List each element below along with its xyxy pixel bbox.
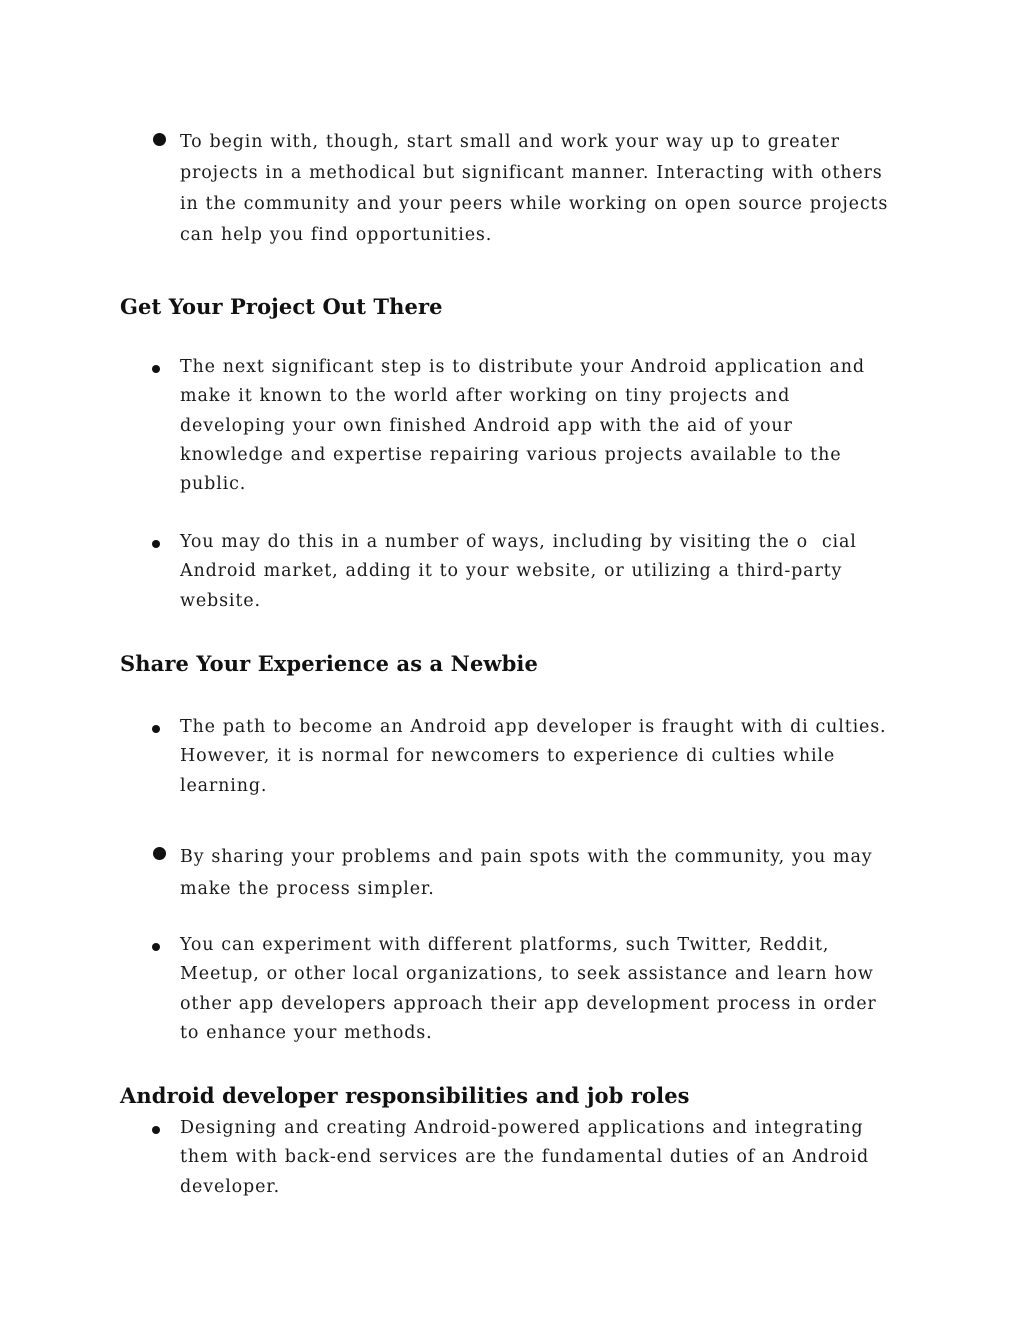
bullet-icon [152,725,160,733]
bullet-icon [152,943,160,951]
list-item-text: You can experiment with different platforms, such Twitter, Reddit, Meetup, or other local organizations, to seek assistance and learn how other app developers approach their app development process in order to enhance your methods. [180,935,877,1043]
list-item-text: To begin with, though, start small and work your way up to greater projects in a methodical but significant manner. Interacting with others in the community and your peers while working on open source projects can help you find opportunities. [180,132,889,245]
list-item [180,1114,900,1202]
list-item-text: The next significant step is to distribute your Android application and make it known to the world after working on tiny projects and developing your own finished Android app with the aid of your knowledge and expertise repairing various projects available to the public. [180,357,865,495]
list-item [180,528,900,616]
section-heading: Get Your Project Out There [120,294,443,319]
list-item [180,127,900,251]
list-item-text: The path to become an Android app developer is fraught with di culties. However, it is normal for newcomers to experience di culties while learning. [180,717,887,796]
list-item [180,713,900,801]
bullet-icon [153,133,166,146]
bullet-icon [152,365,160,373]
bullet-icon [153,847,166,860]
list-item [180,353,900,499]
list-item-text: By sharing your problems and pain spots with the community, you may make the process simpler. [180,847,873,899]
section-heading: Android developer responsibilities and job roles [120,1083,690,1108]
section-heading: Share Your Experience as a Newbie [120,651,538,676]
list-item-text: You may do this in a number of ways, including by visiting the o cial Android market, adding it to your website, or utilizing a third-party website. [180,532,857,611]
list-item [180,931,900,1048]
list-item [180,841,900,905]
bullet-icon [152,540,160,548]
list-item-text: Designing and creating Android-powered applications and integrating them with back-end services are the fundamental duties of an Android developer. [180,1118,870,1197]
bullet-icon [152,1126,160,1134]
